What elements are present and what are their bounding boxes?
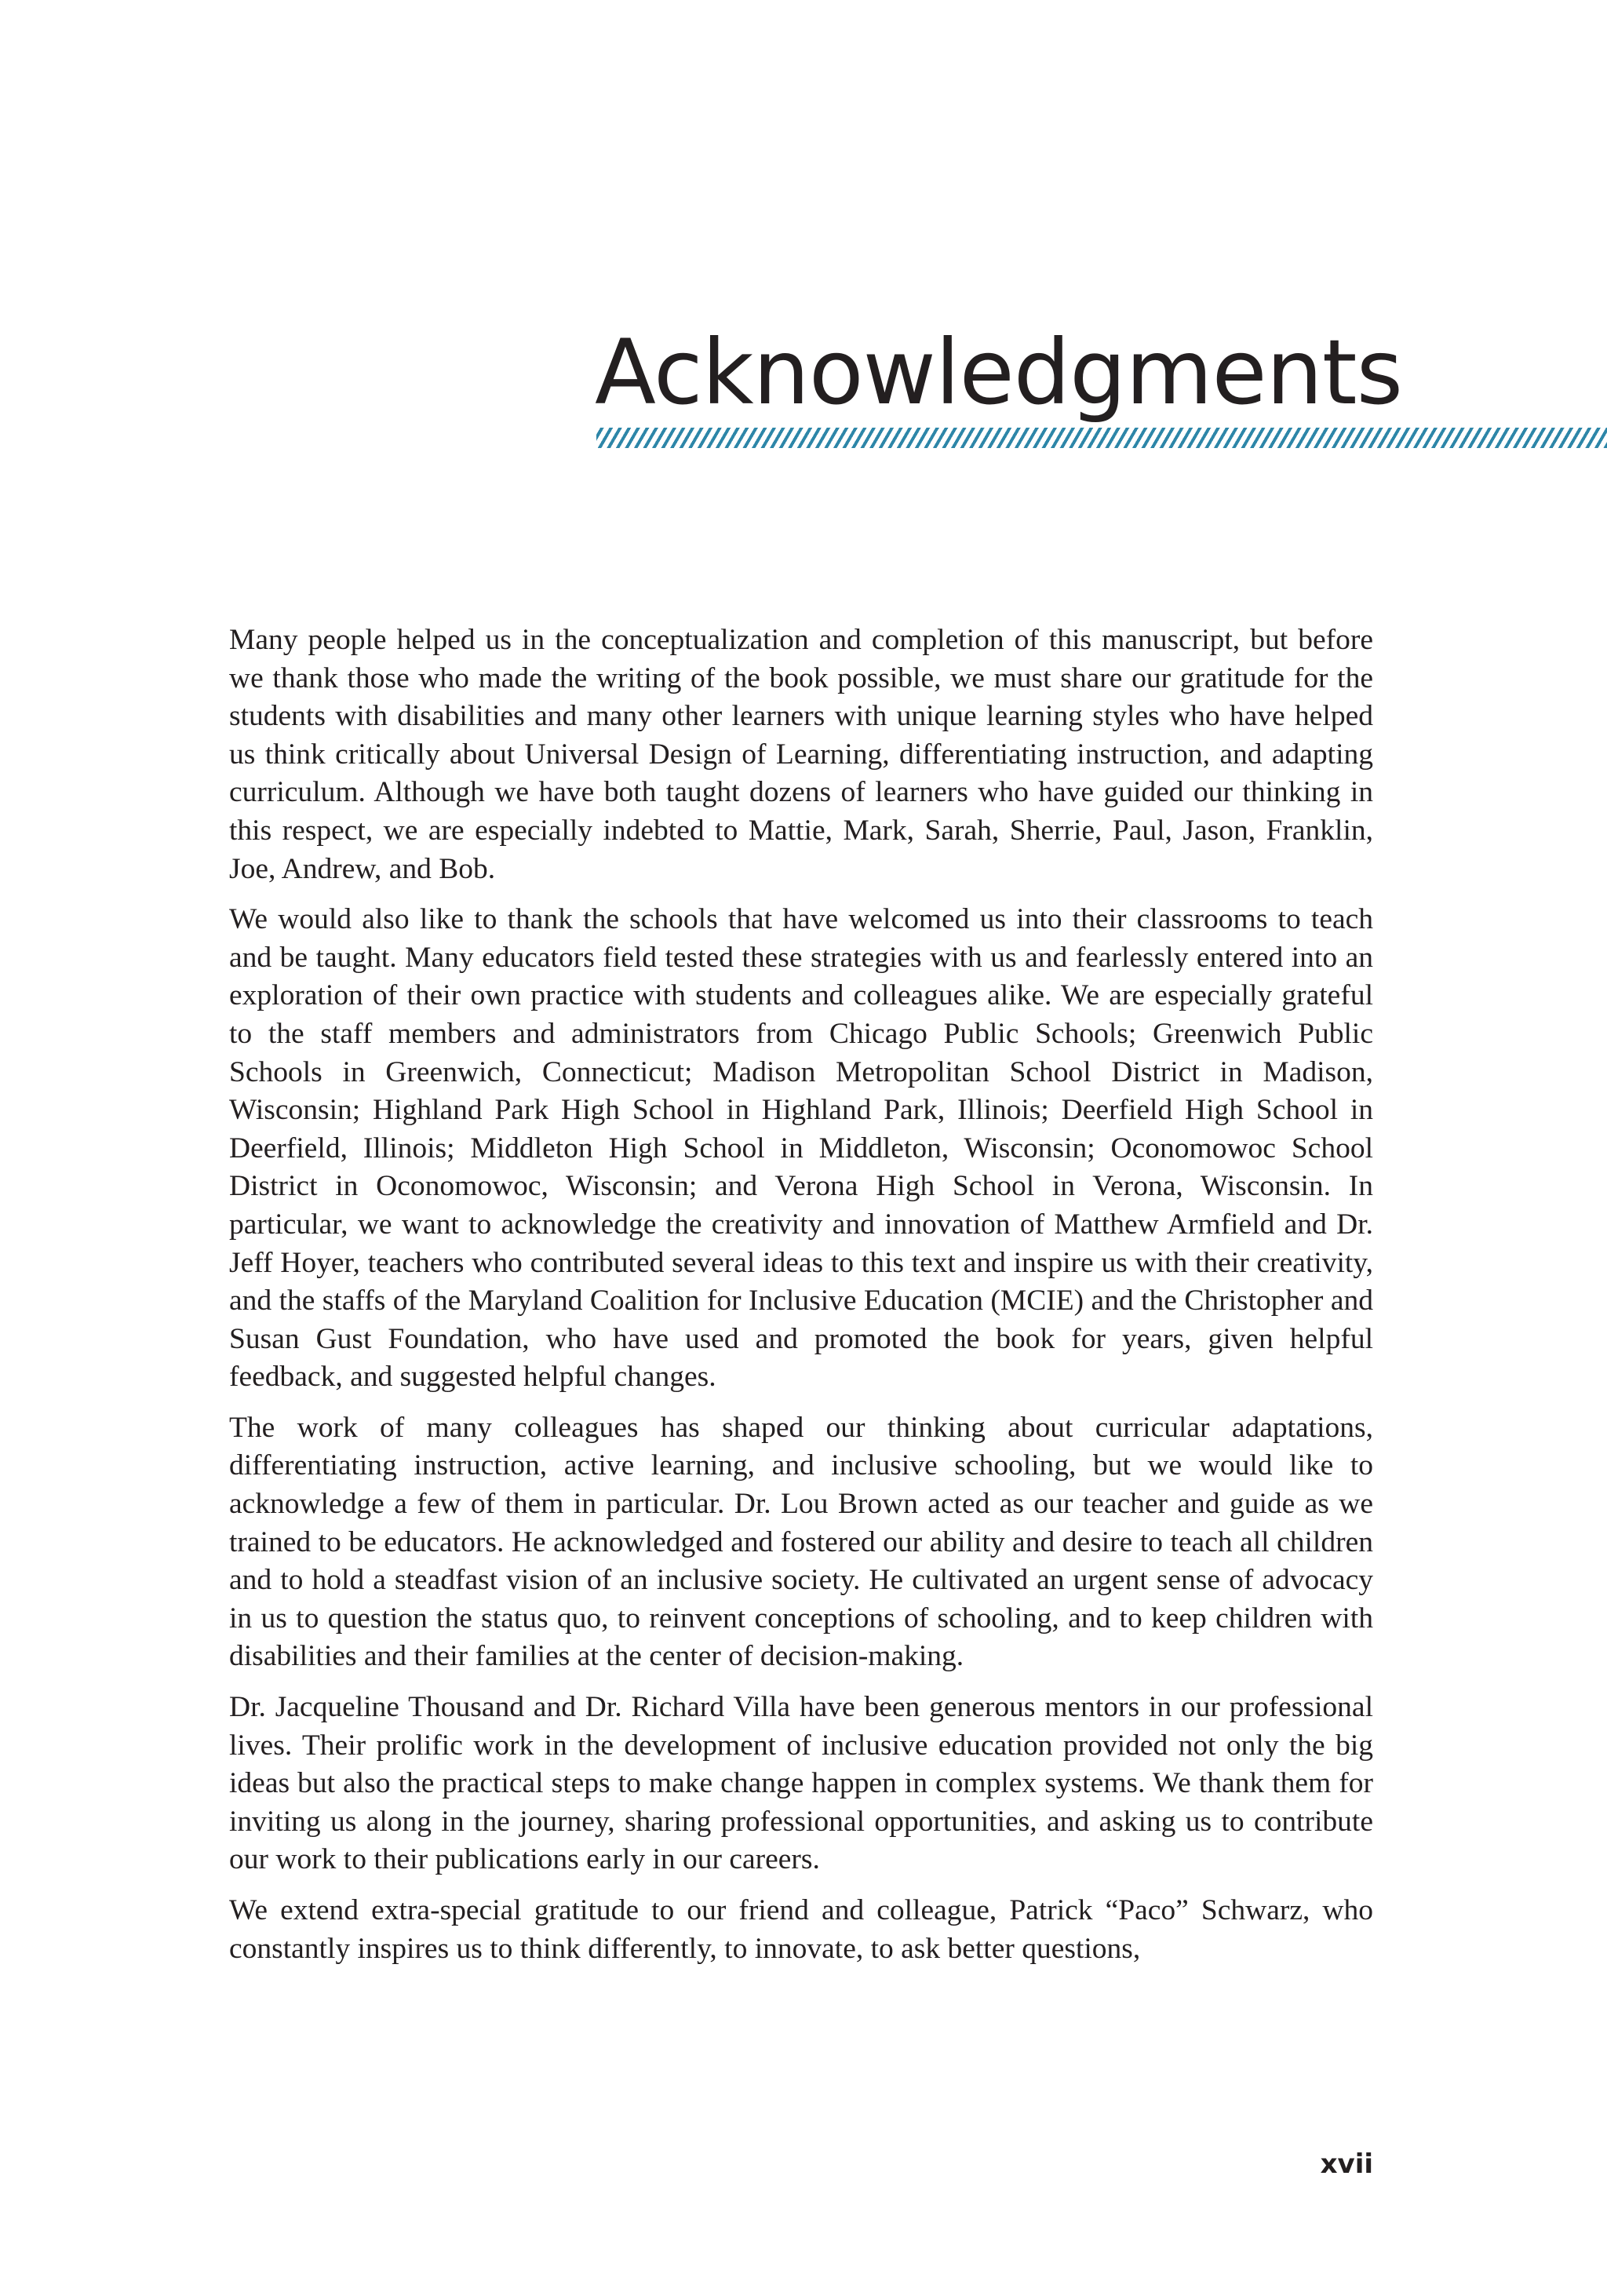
- paragraph: We would also like to thank the schools that have welcomed us into their classrooms to teach and be taught. Many educators field tested these strategies with us and fearlessly entered into an exploration of their own practice with students and colleagues alike. We are especially grateful to the staff members and administrators from Chicago Public Schools; Greenwich Public Schools in Greenwich, Connecticut; Madison Metropolitan School District in Madison, Wisconsin; Highland Park High School in Highland Park, Illinois; Deerfield High School in Deerfield, Illinois; Middleton High School in Middleton, Wisconsin; Oconomowoc School District in Oconomowoc, Wisconsin; and Verona High School in Verona, Wisconsin. In particular, we want to acknowledge the creativity and innovation of Matthew Armfield and Dr. Jeff Hoyer, teachers who contributed several ideas to this text and inspire us with their creativity, and the staffs of the Maryland Coalition for Inclusive Education (MCIE) and the Christopher and Susan Gust Foundation, who have used and promoted the book for years, given helpful feedback, and suggested helpful changes.: [229, 903, 1373, 1394]
- title-hatched-rule: [596, 428, 1607, 448]
- paragraph: Many people helped us in the conceptualization and completion of this manuscript, but before we thank those who made the writing of the book possible, we must share our gratitude for the students with disabilities and many other learners with unique learning styles who have helped us think critically about Universal Design of Learning, differentiating instruction, and adapting curriculum. Although we have both taught dozens of learners who have guided our thinking in this respect, we are especially indebted to Mattie, Mark, Sarah, Sherrie, Paul, Jason, Franklin, Joe, Andrew, and Bob.: [229, 624, 1373, 885]
- paragraph: We extend extra-special gratitude to our friend and colleague, Patrick “Paco” Schwarz, who constantly inspires us to think differently, to innovate, to ask better questions,: [229, 1894, 1373, 1965]
- paragraph: The work of many colleagues has shaped our thinking about curricular adaptations, differentiating instruction, active learning, and inclusive schooling, but we would like to acknowledge a few of them in particular. Dr. Lou Brown acted as our teacher and guide as we trained to be educators. He acknowledged and fostered our ability and desire to teach all children and to hold a steadfast vision of an inclusive society. He cultivated an urgent sense of advocacy in us to question the status quo, to reinvent conceptions of schooling, and to keep children with disabilities and their families at the center of decision-making.: [229, 1411, 1373, 1673]
- chapter-title: Acknowledgments: [595, 320, 1402, 425]
- paragraph: Dr. Jacqueline Thousand and Dr. Richard Villa have been generous mentors in our professional lives. Their prolific work in the development of inclusive education provided not only the big ideas but also the practical steps to make change happen in complex systems. We thank them for inviting us along in the journey, sharing professional opportunities, and asking us to contribute our work to their publications early in our careers.: [229, 1691, 1373, 1876]
- page-number: xvii: [1320, 2148, 1373, 2180]
- body-text: [229, 621, 1373, 1981]
